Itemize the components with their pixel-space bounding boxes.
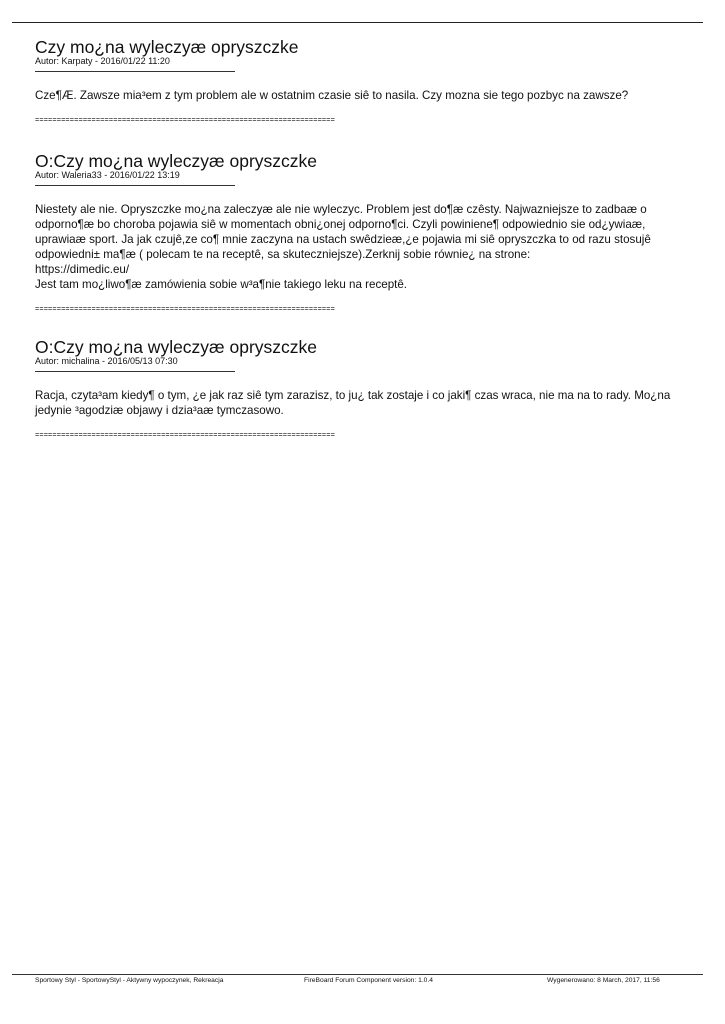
post-meta-rule: [35, 71, 235, 72]
post-separator: =====================================================================: [35, 304, 335, 313]
post-author-meta: Autor: Karpaty - 2016/01/22 11:20: [35, 56, 170, 66]
post-body: [35, 88, 690, 103]
footer-site-name: Sportowy Styl - SportowyStyl - Aktywny wypoczynek, Rekreacja: [35, 977, 224, 984]
post-title: O:Czy mo¿na wyleczyæ opryszczke: [35, 337, 318, 357]
footer-rule: [12, 974, 703, 975]
post-title: Czy mo¿na wyleczyæ opryszczke: [35, 37, 299, 57]
post-author-meta: Autor: michalina - 2016/05/13 07:30: [35, 356, 178, 366]
post-meta-rule: [35, 185, 235, 186]
post-separator: =====================================================================: [35, 430, 335, 439]
forum-post: [35, 338, 690, 440]
post-separator: =====================================================================: [35, 115, 335, 124]
page-top-rule: [12, 22, 703, 23]
post-body-paragraph: Cze¶Æ. Zawsze mia³em z tym problem ale w ostatnim czasie siê to nasila. Czy mozna sie tego pozbyc na zawsze?: [35, 89, 629, 102]
post-body: [35, 202, 690, 292]
forum-post: [35, 38, 690, 125]
forum-post: [35, 152, 690, 314]
footer-component-version: FireBoard Forum Component version: 1.0.4: [304, 977, 433, 984]
post-body: [35, 388, 690, 418]
post-body-paragraph: Racja, czyta³am kiedy¶ o tym, ¿e jak raz siê tym zarazisz, to ju¿ tak zostaje i co jaki¶ czas wraca, nie ma na to rady. Mo¿na jedynie ³agodziæ objawy i dzia³aæ tymczasowo.: [35, 389, 671, 417]
post-body-paragraph: Niestety ale nie. Opryszczke mo¿na zaleczyæ ale nie wyleczyc. Problem jest do¶æ czêsty. Najwazniejsze to zadbaæ o odporno¶æ bo choroba pojawia siê w momentach obni¿onej odporno¶ci. Czyli powiniene¶ odpowiednio sie od¿ywiaæ, uprawiaæ sport. Ja jak czujê,ze co¶ mnie zaczyna na ustach swêdzieæ,¿e pojawia mi siê opryszczka to od razu stosujê odpowiedni± ma¶æ ( polecam te na receptê, sa skuteczniejsze).Zerknij sobie równie¿ na strone:: [35, 203, 651, 261]
post-title: O:Czy mo¿na wyleczyæ opryszczke: [35, 151, 318, 171]
post-author-meta: Autor: Waleria33 - 2016/01/22 13:19: [35, 170, 180, 180]
post-body-link: https://dimedic.eu/: [35, 263, 130, 276]
post-meta-rule: [35, 371, 235, 372]
footer-generated-date: Wygenerowano: 8 March, 2017, 11:56: [547, 977, 660, 984]
post-body-paragraph: Jest tam mo¿liwo¶æ zamówienia sobie w³a¶nie takiego leku na receptê.: [35, 278, 408, 291]
